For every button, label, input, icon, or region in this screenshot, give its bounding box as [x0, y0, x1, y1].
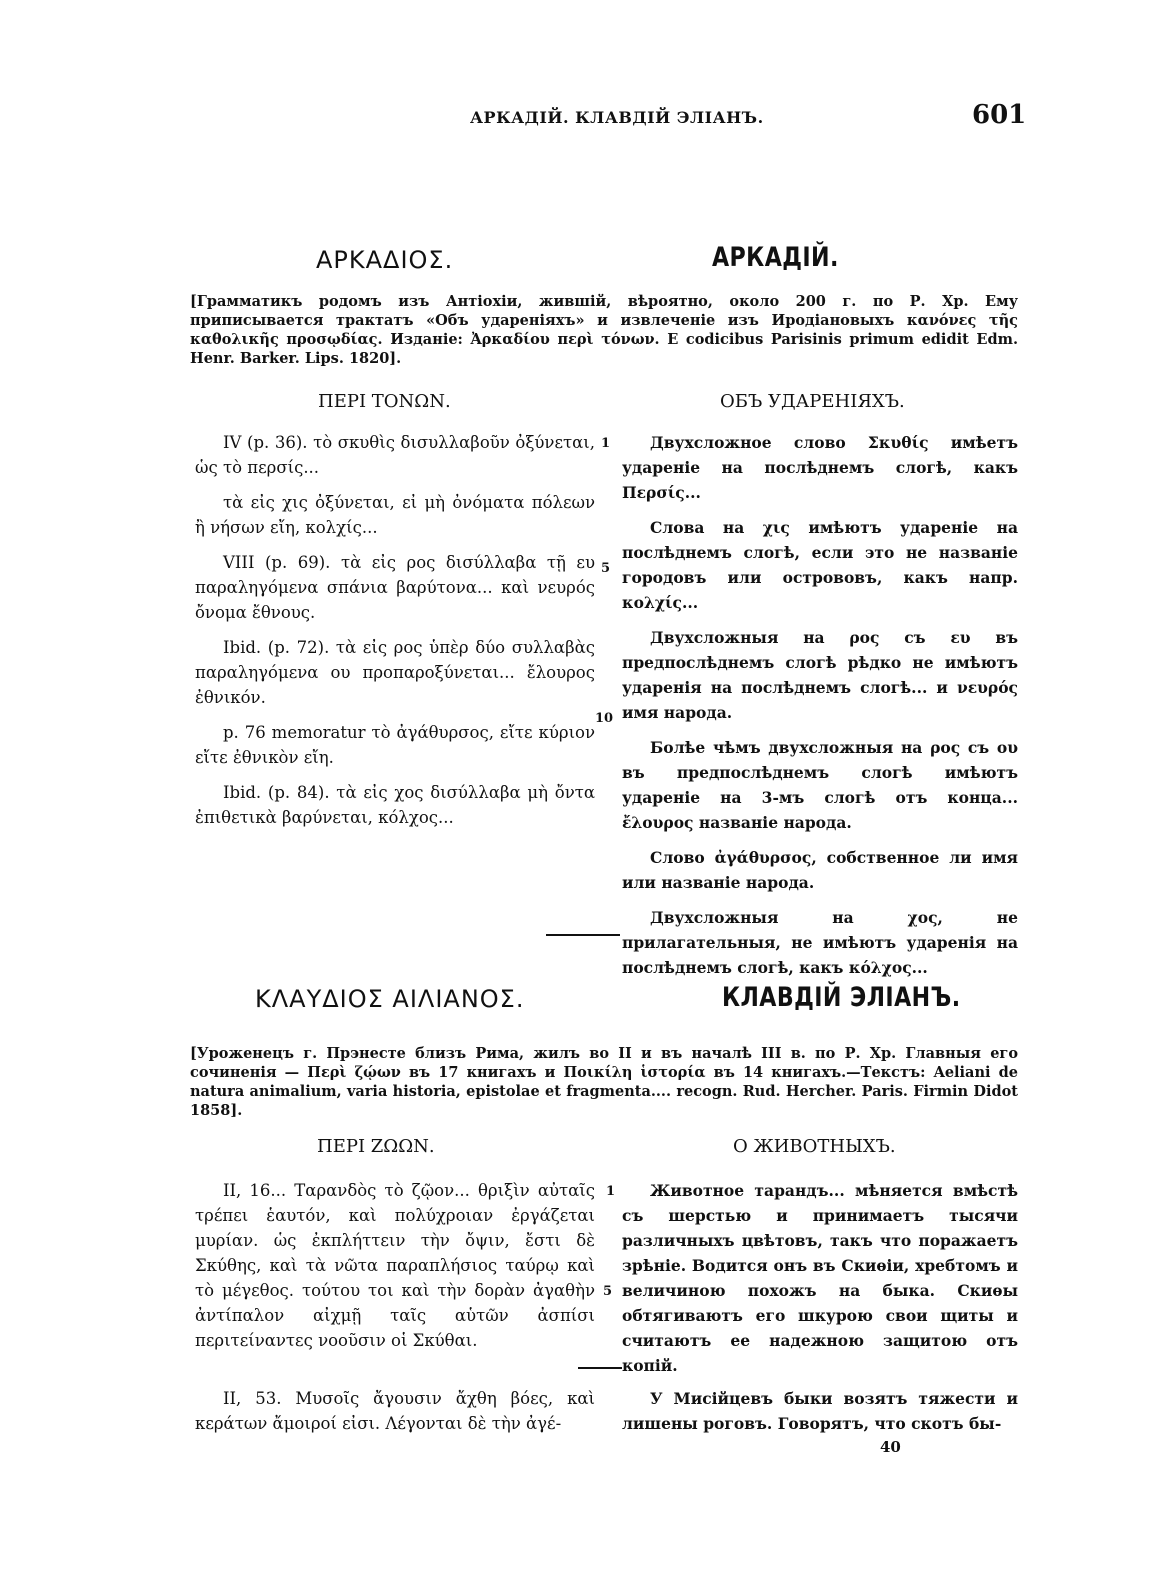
running-header: АРКАДІЙ. КЛАВДІЙ ЭЛІАНЪ. [470, 108, 764, 127]
greek-paragraph: VIII (p. 69). τὰ εἰς ρος δισύλλαβα τῇ ευ παραληγόμενα σπάνια βαρύτονα... καὶ νευρός ὄνομα ἔθνους. [195, 553, 595, 622]
signature-mark: 40 [880, 1438, 901, 1456]
greek-paragraph: Ibid. (p. 84). τὰ εἰς χος δισύλλαβα μὴ ὄντα ἐπιθετικὰ βαρύνεται, κόλχος... [195, 783, 595, 827]
section1-greek-subtitle: ΠΕΡΙ ΤΟΝΩΝ. [318, 391, 451, 412]
line-number: 1 [606, 1184, 616, 1199]
line-number: 10 [595, 711, 614, 726]
greek-paragraph: II, 53. Μυσοῖς ἄγουσιν ἄχθη βόες, καὶ κεράτων ἄμοιροί εἰσι. Λέγονται δὲ τὴν ἀγέ- [195, 1389, 595, 1433]
line-number: 5 [603, 1284, 613, 1299]
greek-paragraph: τὰ εἰς χις ὀξύνεται, εἰ μὴ ὀνόματα πόλεων ἢ νήσων εἴη, κολχίς... [195, 493, 595, 537]
section-divider [546, 934, 620, 936]
russian-paragraph: Двухсложныя на ρος съ ευ въ предпослѣднемъ слогѣ рѣдко не имѣютъ ударенія на послѣднемъ слогѣ... и νευρός имя народа. [622, 628, 1018, 722]
russian-paragraph: Двухсложное слово Σκυθίς имѣетъ удареніе на послѣднемъ слогѣ, какъ Περσίς... [622, 433, 1018, 502]
section2-greek-subtitle: ΠΕΡΙ ΖΩΩΝ. [317, 1136, 435, 1157]
section1-russian-title: АРКАДІЙ. [712, 242, 839, 273]
section2-intro: [Уроженецъ г. Прэнесте близъ Рима, жилъ во II и въ началѣ III в. по Р. Хр. Главныя его сочиненія — Περὶ ζῴων въ 17 книгахъ и Ποικίλη ἱστορία въ 14 книгахъ.—Текстъ: Aeliani de natura animalium, varia historia, epistolae et fragmenta.... recogn. Rud. Hercher. Paris. Firmin Didot 1858]. [190, 1045, 1018, 1119]
section2-greek-title: ΚΛΑΥΔΙΟΣ ΑΙΛΙΑΝΟΣ. [255, 985, 525, 1013]
greek-paragraph: IV (p. 36). τὸ σκυθὶς δισυλλαβοῦν ὀξύνεται, ὡς τὸ περσίς... [195, 433, 595, 477]
greek-paragraph: Ibid. (p. 72). τὰ εἰς ρος ὑπὲρ δύο συλλαβὰς παραληγόμενα ου προπαροξύνεται... ἔλουρος ἐθνικόν. [195, 638, 595, 707]
section2-russian-column [622, 1178, 1018, 1388]
section2-greek-column-cont [195, 1386, 595, 1446]
russian-paragraph: Болѣе чѣмъ двухсложныя на ρος съ ου въ предпослѣднемъ слогѣ имѣютъ удареніе на 3-мъ слогѣ отъ конца... ἔλουρος названіе народа. [622, 738, 1018, 832]
section1-russian-column [622, 430, 1018, 990]
section1-intro: [Грамматикъ родомъ изъ Антіохіи, жившій, вѣроятно, около 200 г. по Р. Хр. Ему приписывается трактатъ «Объ удареніяхъ» и извлеченіе изъ Иродіановыхъ κανόνες τῆς καθολικῆς προσῳδίας. Изданіе: Ἀρκαδίου περὶ τόνων. E codicibus Parisinis primum edidit Edm. Henr. Barker. Lips. 1820]. [190, 293, 1018, 367]
russian-paragraph: У Мисійцевъ быки возятъ тяжести и лишены роговъ. Говорятъ, что скотъ бы- [622, 1389, 1018, 1433]
russian-paragraph: Слова на χις имѣютъ удареніе на послѣднемъ слогѣ, если это не названіе городовъ или острововъ, какъ напр. κολχίς... [622, 518, 1018, 612]
greek-paragraph: p. 76 memoratur τὸ ἀγάθυρσος, εἴτε κύριον εἴτε ἐθνικὸν εἴη. [195, 723, 595, 767]
greek-paragraph: II, 16... Ταρανδὸς τὸ ζῷον... θριξὶν αὐταῖς τρέπει ἑαυτόν, καὶ πολύχροιαν ἐργάζεται μυρίαν. ὡς ἐκπλήττειν τὴν ὄψιν, ἔστι δὲ Σκύθης, καὶ τὰ νῶτα παραπλήσιος ταύρῳ καὶ τὸ μέγεθος. τούτου τοι καὶ τὴν δορὰν ἀγαθὴν ἀντίπαλον αἰχμῇ ταῖς αὑτῶν ἀσπίσι περιτείναντες νοοῦσιν οἱ Σκύθαι. [195, 1181, 595, 1350]
page-number: 601 [972, 100, 1027, 130]
section2-russian-column-cont [622, 1386, 1018, 1446]
section1-greek-title: ΑΡΚΑΔΙΟΣ. [316, 246, 454, 274]
russian-paragraph: Двухсложныя на χος, не прилагательныя, не имѣютъ ударенія на послѣднемъ слогѣ, какъ κόλχος... [622, 908, 1018, 977]
section1-russian-subtitle: ОБЪ УДАРЕНІЯХЪ. [720, 391, 905, 412]
section2-russian-subtitle: О ЖИВОТНЫХЪ. [733, 1136, 896, 1157]
russian-paragraph: Животное тарандъ... мѣняется вмѣстѣ съ шерстью и принимаетъ тысячи различныхъ цвѣтовъ, такъ что поражаетъ зрѣніе. Водится онъ въ Скиѳіи, хребтомъ и величиною похожъ на быка. Скиѳы обтягиваютъ его шкурою свои щиты и считаютъ ее надежною защитою отъ копій. [622, 1181, 1018, 1375]
russian-paragraph: Слово ἀγάθυρσος, собственное ли имя или названіе народа. [622, 848, 1018, 892]
line-number: 5 [601, 561, 611, 576]
line-number: 1 [601, 436, 611, 451]
section2-greek-column [195, 1178, 595, 1363]
paragraph-divider [578, 1367, 622, 1369]
section2-russian-title: КЛАВДІЙ ЭЛІАНЪ. [722, 982, 961, 1013]
section1-greek-column [195, 430, 595, 840]
